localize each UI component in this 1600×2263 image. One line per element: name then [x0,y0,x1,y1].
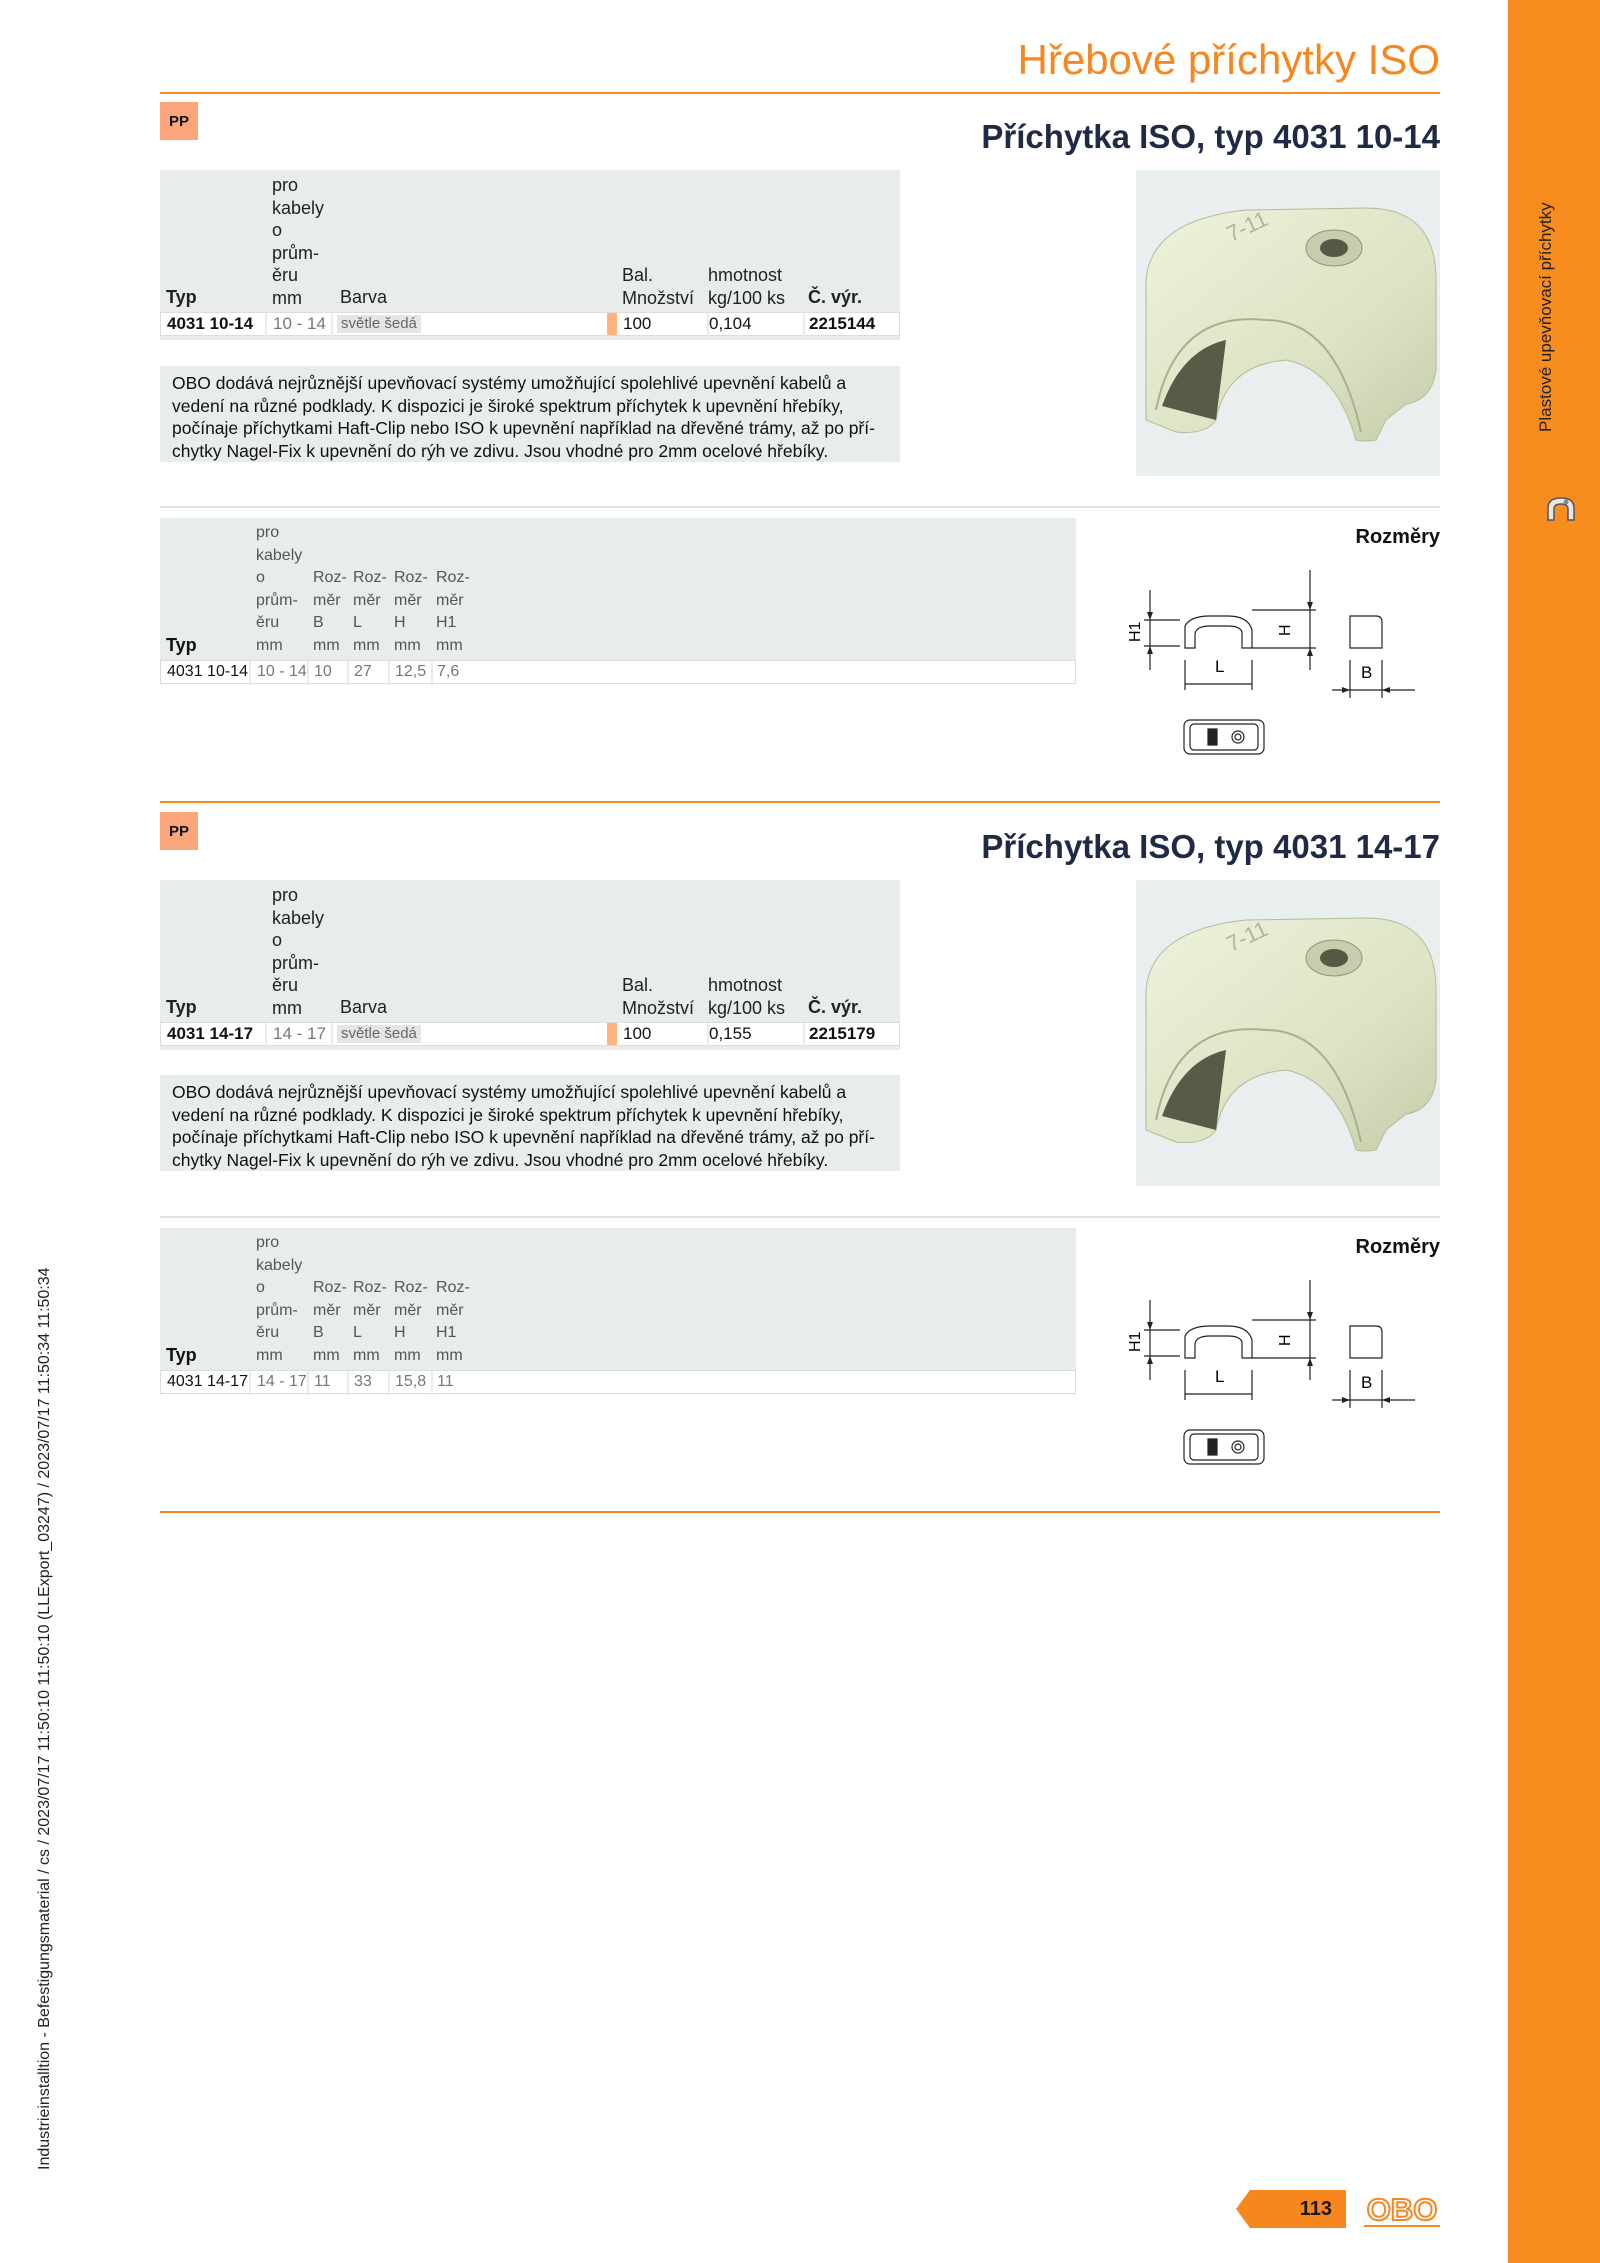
side-label: Plastové upevňovací příchytky [1536,202,1555,432]
cell-typ: 4031 14-17 [167,1024,254,1043]
cell-h: 15,8 [395,1373,427,1390]
cell-barva: světle šedá [337,315,421,333]
cell-typ: 4031 14-17 [167,1373,248,1390]
page-number: 113 [1299,2198,1332,2220]
cell-h: 12,5 [395,663,427,680]
clip-icon [1544,494,1578,528]
section-divider [160,801,1440,803]
dim-h1-header: Roz- měr H1 mm [436,569,470,654]
material-badge: PP [160,812,198,850]
svg-text:OBO: OBO [1366,2192,1438,2227]
dim-l-header: Roz- měr L mm [353,569,387,654]
material-badge: PP [160,102,198,140]
product-title: Příchytka ISO, typ 4031 14-17 [981,828,1440,865]
dim-b-header: Roz- měr B mm [313,1279,347,1364]
barva-header: Barva [340,997,388,1017]
cell-typ: 4031 10-14 [167,663,248,680]
product-photo [1136,880,1440,1186]
page-title: Hřebové příchytky ISO [1017,36,1440,83]
label-h1: H1 [1127,621,1144,642]
weight-header: hmotnost kg/100 ks [708,265,786,308]
obo-logo [1362,2190,1442,2228]
product-table [160,170,900,340]
cell-b: 10 [314,663,332,680]
bal-header: Bal. Množství [622,975,695,1018]
label-b: B [1361,663,1373,682]
cell-l: 27 [354,663,372,680]
table-row [160,660,1076,684]
cell-diameter: 14 - 17 [257,1373,307,1390]
cell-weight: 0,104 [709,314,752,333]
label-h: H [1277,624,1294,636]
typ-header: Typ [166,997,197,1017]
product-table [160,880,900,1050]
dimensions-heading: Rozměry [1355,1236,1440,1258]
cell-h1: 7,6 [437,663,460,680]
table-row [160,312,900,336]
label-l: L [1215,1367,1225,1386]
cell-b: 11 [314,1373,331,1390]
footer-text: Industrieinstalltion - Befestigungsmaterial / cs / 2023/07/17 11:50:10 11:50:10 (LLExport_03247) / 2023/07/17 11:50:34 11:50:34 [36,1267,53,2170]
table-row [160,1022,900,1046]
label-l: L [1215,657,1225,676]
product-photo [1136,170,1440,476]
dim-h1-header: Roz- měr H1 mm [436,1279,470,1364]
cell-bal: 100 [623,1024,652,1043]
label-h1: H1 [1127,1331,1144,1352]
dim-typ-header: Typ [166,635,197,655]
svg-text:7-11: 7-11 [1222,205,1272,247]
product-description: OBO dodává nejrůznější upevňovací systémy umožňující spolehlivé upevnění kabelů a vedení na různé podklady. K dispozici je široké spektrum příchytek k upevnění hřebíky, počínaje příchytkami Haft-Clip nebo ISO k upevnění například na dřevěné trámy, až po pří- chytky Nagel-Fix k upevnění do rýh ve zdivu. Jsou vhodné pro 2mm ocelové hřebíky. [160,1075,900,1171]
cell-typ: 4031 10-14 [167,314,254,333]
bal-header: Bal. Množství [622,265,695,308]
dim-l-header: Roz- měr L mm [353,1279,387,1364]
dim-h-header: Roz- měr H mm [394,1279,428,1364]
cell-bal: 100 [623,314,652,333]
dimensions-table [160,518,1076,684]
diameter-header: pro kabely o prům- ěru mm [272,175,325,308]
color-swatch [607,1023,617,1045]
section-divider [160,1511,1440,1513]
dimension-drawing [1110,560,1440,760]
cell-l: 33 [354,1373,372,1390]
product-title: Příchytka ISO, typ 4031 10-14 [981,118,1440,155]
cell-weight: 0,155 [709,1024,752,1043]
dimensions-table [160,1228,1076,1394]
cell-cvyr: 2215144 [809,314,876,333]
dimension-drawing [1110,1270,1440,1470]
dim-diameter-header: pro kabely o prům- ěru mm [256,524,303,654]
cell-barva: světle šedá [337,1025,421,1043]
product-description: OBO dodává nejrůznější upevňovací systémy umožňující spolehlivé upevnění kabelů a vedení na různé podklady. K dispozici je široké spektrum příchytek k upevnění hřebíky, počínaje příchytkami Haft-Clip nebo ISO k upevnění například na dřevěné trámy, až po pří- chytky Nagel-Fix k upevnění do rýh ve zdivu. Jsou vhodné pro 2mm ocelové hřebíky. [160,366,900,462]
dimensions-heading: Rozměry [1355,526,1440,548]
label-b: B [1361,1373,1373,1392]
cvyr-header: Č. výr. [808,997,863,1017]
label-h: H [1277,1334,1294,1346]
cell-diameter: 14 - 17 [273,1024,326,1043]
section-divider [160,1216,1440,1218]
section-divider [160,506,1440,508]
color-swatch [607,313,617,335]
barva-header: Barva [340,287,388,307]
title-underline [160,92,1440,94]
diameter-header: pro kabely o prům- ěru mm [272,885,325,1018]
svg-text:7-11: 7-11 [1222,915,1272,957]
dim-b-header: Roz- měr B mm [313,569,347,654]
typ-header: Typ [166,287,197,307]
cvyr-header: Č. výr. [808,287,863,307]
weight-header: hmotnost kg/100 ks [708,975,786,1018]
dim-diameter-header: pro kabely o prům- ěru mm [256,1234,303,1364]
table-row [160,1370,1076,1394]
dim-typ-header: Typ [166,1345,197,1365]
dim-h-header: Roz- měr H mm [394,569,428,654]
cell-diameter: 10 - 14 [257,663,307,680]
cell-cvyr: 2215179 [809,1024,876,1043]
cell-diameter: 10 - 14 [273,314,326,333]
cell-h1: 11 [437,1373,454,1390]
